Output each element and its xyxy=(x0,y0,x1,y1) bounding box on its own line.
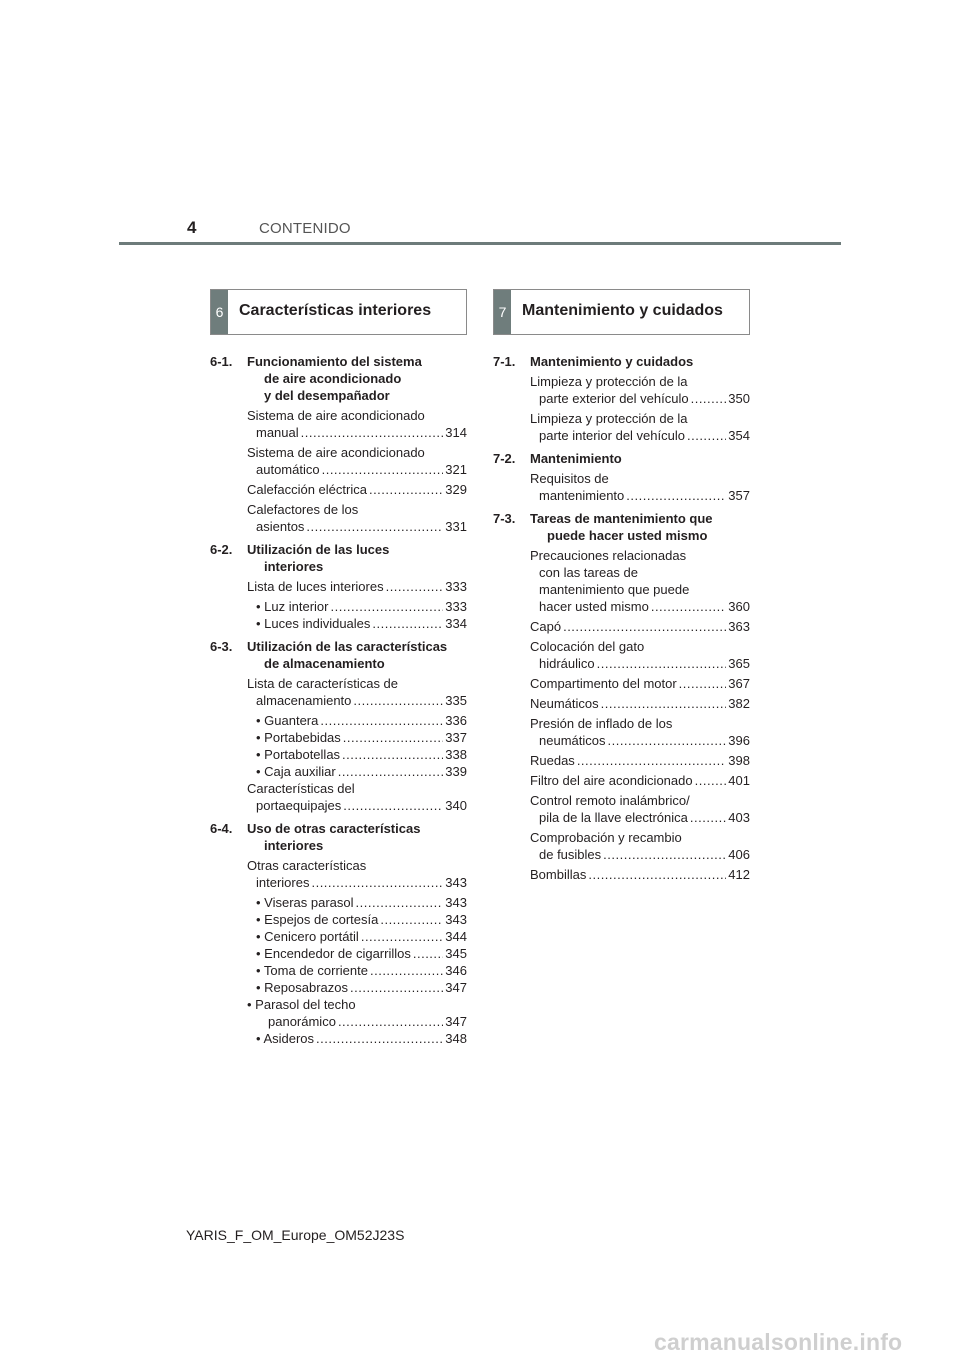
toc-page-number: 333 xyxy=(445,599,467,614)
toc-page-number: 339 xyxy=(445,764,467,779)
toc-entry-text: Calefacción eléctrica xyxy=(247,482,367,497)
toc-group-title-line: Utilización de las luces xyxy=(247,542,390,557)
toc-page-number: 344 xyxy=(445,929,467,944)
toc-entry-text: pila de la llave electrónica xyxy=(539,810,688,825)
toc-entry-line: Limpieza y protección de la xyxy=(530,411,688,426)
toc-entry-text: Ruedas xyxy=(530,753,575,768)
toc-entry-text: • Viseras parasol xyxy=(256,895,354,910)
leader-dots xyxy=(607,732,726,749)
toc-group-heading xyxy=(210,541,467,575)
toc-group xyxy=(210,353,467,535)
toc-entry-line: • Parasol del techo xyxy=(247,997,356,1012)
toc-page-number: 347 xyxy=(445,980,467,995)
leader-dots xyxy=(338,1013,443,1030)
toc-group-title xyxy=(530,450,750,467)
leader-dots xyxy=(690,809,726,826)
toc-group-title-line: de aire acondicionado xyxy=(264,371,402,386)
toc-entry[interactable] xyxy=(530,695,750,712)
toc-group-title-line: interiores xyxy=(264,838,324,853)
toc-sub-entry[interactable] xyxy=(247,996,467,1030)
toc-entry-line: Limpieza y protección de la xyxy=(530,374,688,389)
toc-group xyxy=(493,510,750,883)
toc-page-number: 334 xyxy=(445,616,467,631)
toc-page-number: 398 xyxy=(728,753,750,768)
toc-entry-text: panorámico xyxy=(268,1014,336,1029)
toc-entry-leader-line xyxy=(530,618,750,635)
toc-entry-line: Precauciones relacionadas xyxy=(530,548,687,563)
toc-entry-leader-line xyxy=(530,732,750,749)
toc-page-number: 321 xyxy=(445,462,467,477)
toc-group xyxy=(210,638,467,814)
toc-group-title-line: Funcionamiento del sistema xyxy=(247,354,422,369)
toc-entry-leader-line xyxy=(530,390,750,407)
toc-entry-leader-line xyxy=(247,692,467,709)
toc-group-number: 6-4. xyxy=(210,821,233,836)
toc-page-number: 347 xyxy=(445,1014,467,1029)
toc-entry-text: Lista de luces interiores xyxy=(247,579,384,594)
toc-entry[interactable] xyxy=(530,470,750,504)
toc-page-number: 333 xyxy=(445,579,467,594)
toc-group-number: 7-1. xyxy=(493,354,516,369)
toc-entry-text: • Guantera xyxy=(256,713,319,728)
section-header xyxy=(493,289,750,335)
toc-entry-leader-line xyxy=(247,712,467,729)
toc-sub-entry[interactable] xyxy=(247,911,467,928)
toc-group xyxy=(493,450,750,504)
section-title: Mantenimiento y cuidados xyxy=(522,302,723,319)
toc-entry-text: Compartimento del motor xyxy=(530,676,677,691)
toc-entry-text: parte interior del vehículo xyxy=(539,428,685,443)
toc-group xyxy=(493,353,750,444)
leader-dots xyxy=(350,979,443,996)
leader-dots xyxy=(695,772,727,789)
leader-dots xyxy=(353,692,443,709)
toc-page-number: 363 xyxy=(728,619,750,634)
leader-dots xyxy=(338,763,444,780)
toc-entry-leader-line xyxy=(530,598,750,615)
toc-entry-leader-line xyxy=(247,1030,467,1047)
leader-dots xyxy=(356,894,444,911)
toc-entries xyxy=(210,578,467,632)
leader-dots xyxy=(372,615,443,632)
toc-entry-leader-line xyxy=(247,874,467,891)
leader-dots xyxy=(306,518,443,535)
toc-entry-text: Neumáticos xyxy=(530,696,599,711)
document-code: YARIS_F_OM_Europe_OM52J23S xyxy=(186,1227,405,1243)
page-title: CONTENIDO xyxy=(259,220,351,237)
toc-entries xyxy=(210,407,467,535)
toc-entry-text: Filtro del aire acondicionado xyxy=(530,773,693,788)
leader-dots xyxy=(370,962,443,979)
toc-sub-entry[interactable] xyxy=(247,894,467,911)
toc-group-title-line: puede hacer usted mismo xyxy=(547,528,708,543)
toc-entry-text: hacer usted mismo xyxy=(539,599,649,614)
toc-entry-leader-line xyxy=(530,809,750,826)
toc-entry-leader-line xyxy=(247,481,467,498)
toc-entries xyxy=(493,470,750,504)
leader-dots xyxy=(651,598,726,615)
toc-page-number: 401 xyxy=(728,773,750,788)
watermark: carmanualsonline.info xyxy=(654,1329,903,1355)
toc-sub-entry[interactable] xyxy=(247,763,467,780)
toc-page-number: 335 xyxy=(445,693,467,708)
leader-dots xyxy=(380,911,443,928)
toc-column-left xyxy=(210,289,467,1053)
toc-page-number: 331 xyxy=(445,519,467,534)
toc-sub-entry[interactable] xyxy=(247,712,467,729)
toc-entry-text: portaequipajes xyxy=(256,798,342,813)
toc-entry-text: • Portabotellas xyxy=(256,747,341,762)
toc-entry-leader-line xyxy=(247,928,467,945)
toc-entry-leader-line xyxy=(247,578,467,595)
toc-entry[interactable] xyxy=(530,547,750,615)
toc-page-number: 382 xyxy=(728,696,750,711)
toc-entry-leader-line xyxy=(530,487,750,504)
toc-entry[interactable] xyxy=(530,410,750,444)
toc-sub-entry[interactable] xyxy=(247,729,467,746)
toc-group-title-line: Utilización de las características xyxy=(247,639,448,654)
toc-entry-leader-line xyxy=(530,752,750,769)
leader-dots xyxy=(301,424,444,441)
toc-entry-leader-line xyxy=(247,746,467,763)
toc-group xyxy=(210,820,467,1047)
toc-group-title-line: Mantenimiento y cuidados xyxy=(530,354,694,369)
toc-page-number: 360 xyxy=(728,599,750,614)
toc-page-number: 337 xyxy=(445,730,467,745)
toc-entry-text: hidráulico xyxy=(539,656,595,671)
leader-dots xyxy=(601,695,727,712)
toc-page-number: 340 xyxy=(445,798,467,813)
toc-entry[interactable] xyxy=(530,752,750,769)
toc-group-title xyxy=(247,541,467,575)
toc-entry[interactable] xyxy=(247,857,467,891)
toc-entry[interactable] xyxy=(247,578,467,595)
toc-page-number: 343 xyxy=(445,895,467,910)
toc-entry-leader-line xyxy=(247,461,467,478)
leader-dots xyxy=(361,928,443,945)
toc-group-title xyxy=(530,510,750,544)
toc-entry-text: asientos xyxy=(256,519,305,534)
toc-entry[interactable] xyxy=(247,501,467,535)
toc-entry-text: almacenamiento xyxy=(256,693,352,708)
toc-entry[interactable] xyxy=(530,675,750,692)
toc-group xyxy=(210,541,467,632)
toc-group-number: 6-3. xyxy=(210,639,233,654)
toc-entry[interactable] xyxy=(247,780,467,814)
toc-page-number: 403 xyxy=(728,810,750,825)
toc-page-number: 338 xyxy=(445,747,467,762)
toc-entry[interactable] xyxy=(247,675,467,709)
toc-entries xyxy=(493,547,750,883)
page-header xyxy=(0,0,960,250)
toc-group-heading xyxy=(493,353,750,370)
toc-entry-leader-line xyxy=(530,866,750,883)
leader-dots xyxy=(343,729,444,746)
toc-entry-text: • Portabebidas xyxy=(256,730,341,745)
leader-dots xyxy=(597,655,727,672)
toc-entry[interactable] xyxy=(530,638,750,672)
header-divider xyxy=(119,242,841,245)
toc-group-title xyxy=(530,353,750,370)
toc-entry[interactable] xyxy=(247,481,467,498)
toc-column-right xyxy=(493,289,750,889)
toc-sub-entry[interactable] xyxy=(247,928,467,945)
leader-dots xyxy=(342,746,443,763)
leader-dots xyxy=(687,427,726,444)
toc-sub-entry[interactable] xyxy=(247,1030,467,1047)
toc-group-heading xyxy=(210,820,467,854)
toc-group-heading xyxy=(493,450,750,467)
toc-entry-leader-line xyxy=(530,427,750,444)
toc-entry-text: de fusibles xyxy=(539,847,602,862)
leader-dots xyxy=(386,578,444,595)
toc-entry[interactable] xyxy=(530,792,750,826)
toc-entry-line: Características del xyxy=(247,781,355,796)
toc-group-title-line: Uso de otras características xyxy=(247,821,421,836)
toc-group-title-line: Tareas de mantenimiento que xyxy=(530,511,713,526)
toc-entry[interactable] xyxy=(530,772,750,789)
toc-group-heading xyxy=(210,353,467,404)
toc-entry-text: mantenimiento xyxy=(539,488,625,503)
toc-entry-line: Comprobación y recambio xyxy=(530,830,682,845)
leader-dots xyxy=(311,874,443,891)
toc-page-number: 343 xyxy=(445,912,467,927)
toc-page-number: 357 xyxy=(728,488,750,503)
toc-entry-text: • Asideros xyxy=(256,1031,315,1046)
toc-page-number: 346 xyxy=(445,963,467,978)
toc-page-number: 336 xyxy=(445,713,467,728)
leader-dots xyxy=(369,481,443,498)
toc-entry-leader-line xyxy=(247,615,467,632)
toc-group-number: 7-3. xyxy=(493,511,516,526)
toc-entry-line: Calefactores de los xyxy=(247,502,359,517)
section-title: Características interiores xyxy=(239,302,432,319)
toc-entry-text: • Cenicero portátil xyxy=(256,929,359,944)
toc-entry-leader-line xyxy=(247,518,467,535)
toc-group-title xyxy=(247,638,467,672)
leader-dots xyxy=(320,712,443,729)
leader-dots xyxy=(588,866,726,883)
toc-page-number: 396 xyxy=(728,733,750,748)
leader-dots xyxy=(577,752,726,769)
toc-entry-leader-line xyxy=(247,911,467,928)
toc-entry-leader-line xyxy=(530,695,750,712)
toc-entry-line: Otras características xyxy=(247,858,367,873)
toc-group-number: 7-2. xyxy=(493,451,516,466)
toc-entry-leader-line xyxy=(247,598,467,615)
toc-entry-line: con las tareas de xyxy=(539,565,639,580)
toc-entry-line: Control remoto inalámbrico/ xyxy=(530,793,690,808)
toc-page-number: 314 xyxy=(445,425,467,440)
toc-entry-leader-line xyxy=(247,894,467,911)
leader-dots xyxy=(626,487,726,504)
toc-entry-text: • Luces individuales xyxy=(256,616,371,631)
toc-entry-text: interiores xyxy=(256,875,310,890)
toc-entry[interactable] xyxy=(530,618,750,635)
page-number: 4 xyxy=(187,218,197,237)
toc-entry-text: • Espejos de cortesía xyxy=(256,912,379,927)
toc-entry-text: manual xyxy=(256,425,299,440)
leader-dots xyxy=(330,598,443,615)
toc-sub-entry[interactable] xyxy=(247,945,467,962)
leader-dots xyxy=(603,846,726,863)
toc-entry-leader-line xyxy=(530,846,750,863)
toc-page-number: 348 xyxy=(445,1031,467,1046)
toc-entry-leader-line xyxy=(247,763,467,780)
toc-group-title-line: interiores xyxy=(264,559,324,574)
toc-sub-entry[interactable] xyxy=(247,598,467,615)
toc-entry-text: • Caja auxiliar xyxy=(256,764,336,779)
toc-entry[interactable] xyxy=(530,829,750,863)
toc-page-number: 345 xyxy=(445,946,467,961)
toc-entry-leader-line xyxy=(247,1013,467,1030)
toc-entry[interactable] xyxy=(247,407,467,441)
toc-entry[interactable] xyxy=(247,444,467,478)
toc-entry-leader-line xyxy=(247,979,467,996)
toc-group-title xyxy=(247,820,467,854)
toc-entry-leader-line xyxy=(247,729,467,746)
toc-page-number: 365 xyxy=(728,656,750,671)
section-number-tab: 7 xyxy=(494,290,511,334)
toc-entry-text: Capó xyxy=(530,619,562,634)
toc-sub-entry[interactable] xyxy=(247,615,467,632)
toc-group-number: 6-2. xyxy=(210,542,233,557)
section-number-tab: 6 xyxy=(211,290,228,334)
toc-entry-leader-line xyxy=(247,797,467,814)
toc-entry-line: Colocación del gato xyxy=(530,639,645,654)
toc-entry-text: Bombillas xyxy=(530,867,587,882)
toc-entry-line: Requisitos de xyxy=(530,471,609,486)
toc-group-title-line: Mantenimiento xyxy=(530,451,622,466)
toc-entry-text: automático xyxy=(256,462,320,477)
leader-dots xyxy=(563,618,726,635)
toc-group-number: 6-1. xyxy=(210,354,233,369)
toc-group-title-line: de almacenamiento xyxy=(264,656,385,671)
toc-entries xyxy=(210,675,467,814)
leader-dots xyxy=(679,675,727,692)
toc-entry-leader-line xyxy=(247,424,467,441)
leader-dots xyxy=(691,390,727,407)
toc-entry-leader-line xyxy=(247,945,467,962)
leader-dots xyxy=(316,1030,443,1047)
toc-entry-line: Sistema de aire acondicionado xyxy=(247,445,425,460)
toc-group-title-line: y del desempañador xyxy=(264,388,390,403)
toc-entry[interactable] xyxy=(530,373,750,407)
toc-entry-leader-line xyxy=(530,772,750,789)
toc-entry-line: Presión de inflado de los xyxy=(530,716,673,731)
toc-entry-text: • Toma de corriente xyxy=(256,963,368,978)
toc-entry-line: Sistema de aire acondicionado xyxy=(247,408,425,423)
toc-group-heading xyxy=(210,638,467,672)
toc-entry-text: neumáticos xyxy=(539,733,606,748)
toc-entry-leader-line xyxy=(247,962,467,979)
toc-entry[interactable] xyxy=(530,715,750,749)
toc-entry-text: • Encendedor de cigarrillos xyxy=(256,946,411,961)
toc-page-number: 354 xyxy=(728,428,750,443)
toc-entry-leader-line xyxy=(530,655,750,672)
leader-dots xyxy=(343,797,443,814)
toc-page-number: 343 xyxy=(445,875,467,890)
toc-page-number: 412 xyxy=(728,867,750,882)
toc-page-number: 406 xyxy=(728,847,750,862)
toc-sub-entry[interactable] xyxy=(247,962,467,979)
toc-group-heading xyxy=(493,510,750,544)
toc-page-number: 350 xyxy=(728,391,750,406)
toc-group-title xyxy=(247,353,467,404)
toc-entry-text: • Luz interior xyxy=(256,599,329,614)
toc-entry-text: parte exterior del vehículo xyxy=(539,391,689,406)
toc-entry-leader-line xyxy=(530,675,750,692)
toc-entry-line: Lista de características de xyxy=(247,676,399,691)
toc-entries xyxy=(493,373,750,444)
toc-sub-entry[interactable] xyxy=(247,746,467,763)
leader-dots xyxy=(413,945,443,962)
toc-entry-line: mantenimiento que puede xyxy=(539,582,690,597)
toc-page-number: 367 xyxy=(728,676,750,691)
toc-sub-entry[interactable] xyxy=(247,979,467,996)
toc-entry[interactable] xyxy=(530,866,750,883)
leader-dots xyxy=(322,461,444,478)
toc-entries xyxy=(210,857,467,1047)
section-header xyxy=(210,289,467,335)
toc-entry-text: • Reposabrazos xyxy=(256,980,348,995)
toc-page-number: 329 xyxy=(445,482,467,497)
